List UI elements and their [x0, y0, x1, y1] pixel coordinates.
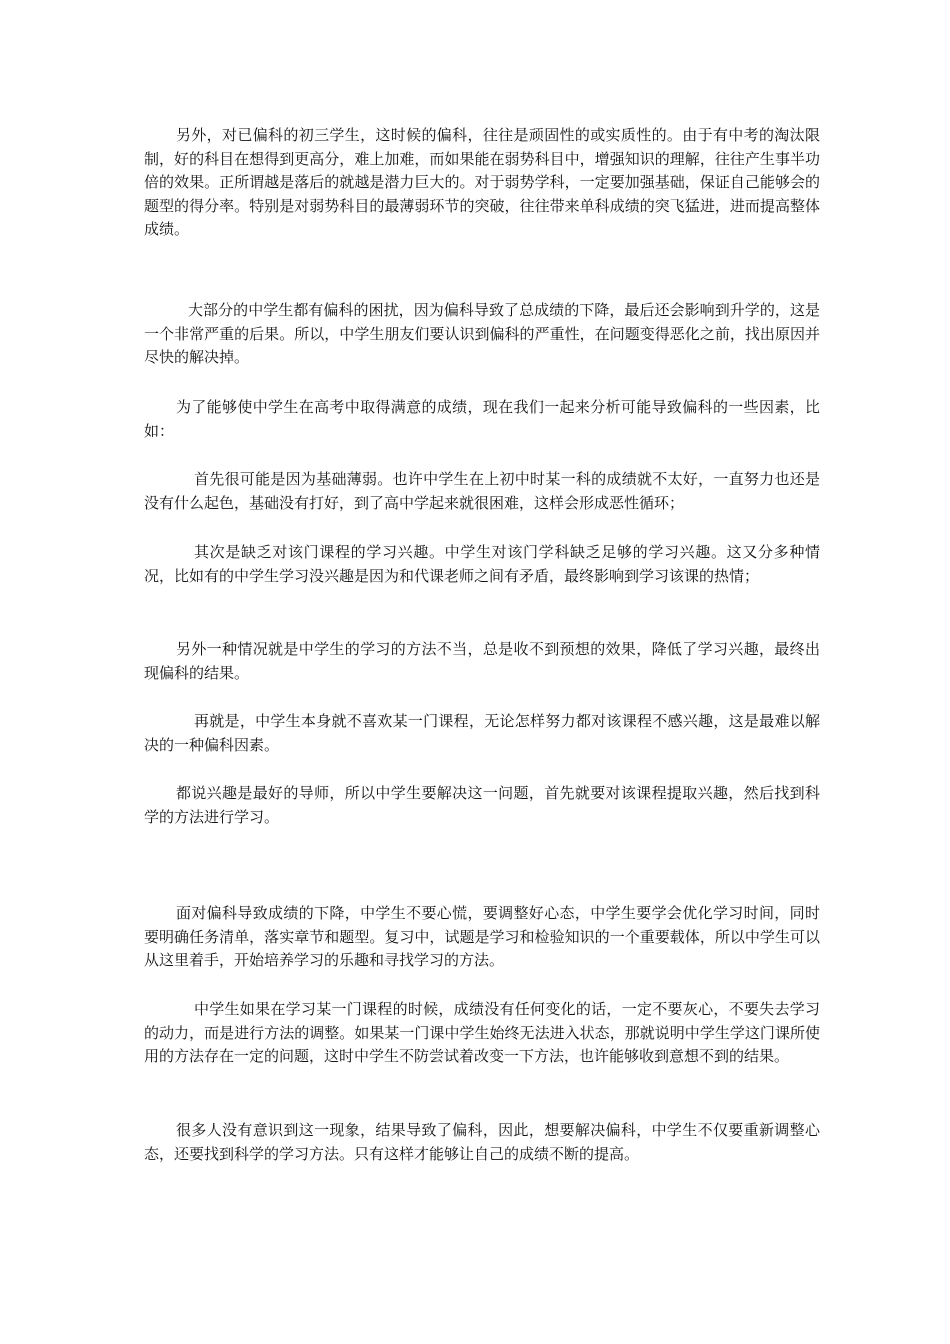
- paragraph-4: 首先很可能是因为基础薄弱。也许中学生在上初中时某一科的成绩就不太好，一直努力也还是没有什么起色，基础没有打好，到了高中学起来就很困难，这样会形成恶性循环；: [144, 470, 820, 512]
- paragraph-11: 很多人没有意识到这一现象，结果导致了偏科，因此，想要解决偏科，中学生不仅要重新调整心态，还要找到科学的学习方法。只有这样才能够让自己的成绩不断的提高。: [144, 1121, 820, 1163]
- paragraph-3: 为了能够使中学生在高考中取得满意的成绩，现在我们一起来分析可能导致偏科的一些因素，比如：: [144, 398, 820, 440]
- paragraph-1: 另外，对已偏科的初三学生，这时候的偏科，往往是顽固性的或实质性的。由于有中考的淘汰限制，好的科目在想得到更高分，难上加难，而如果能在弱势科目中，增强知识的理解，往往产生事半功倍的效果。正所谓越是落后的就越是潜力巨大的。对于弱势学科，一定要加强基础，保证自己能够会的题型的得分率。特别是对弱势科目的最薄弱环节的突破，往往带来单科成绩的突飞猛进，进而提高整体成绩。: [144, 126, 820, 238]
- paragraph-7: 再就是，中学生本身就不喜欢某一门课程，无论怎样努力都对该课程不感兴趣，这是最难以解决的一种偏科因素。: [144, 712, 820, 754]
- paragraph-2: 大部分的中学生都有偏科的困扰，因为偏科导致了总成绩的下降，最后还会影响到升学的，这是一个非常严重的后果。所以，中学生朋友们要认识到偏科的严重性，在问题变得恶化之前，找出原因并尽快的解决掉。: [144, 301, 820, 366]
- paragraph-5: 其次是缺乏对该门课程的学习兴趣。中学生对该门学科缺乏足够的学习兴趣。这又分多种情况，比如有的中学生学习没兴趣是因为和代课老师之间有矛盾，最终影响到学习该课的热情；: [144, 543, 820, 585]
- paragraph-10: 中学生如果在学习某一门课程的时候，成绩没有任何变化的话，一定不要灰心，不要失去学习的动力，而是进行方法的调整。如果某一门课中学生始终无法进入状态，那就说明中学生学这门课所使用的方法存在一定的问题，这时中学生不防尝试着改变一下方法，也许能够收到意想不到的结果。: [144, 1000, 820, 1065]
- paragraph-8: 都说兴趣是最好的导师，所以中学生要解决这一问题，首先就要对该课程提取兴趣，然后找到科学的方法进行学习。: [144, 784, 820, 826]
- paragraph-6: 另外一种情况就是中学生的学习的方法不当，总是收不到预想的效果，降低了学习兴趣，最终出现偏科的结果。: [144, 640, 820, 682]
- paragraph-9: 面对偏科导致成绩的下降，中学生不要心慌，要调整好心态，中学生要学会优化学习时间，同时要明确任务清单，落实章节和题型。复习中，试题是学习和检验知识的一个重要载体，所以中学生可以从这里着手，开始培养学习的乐趣和寻找学习的方法。: [144, 904, 820, 969]
